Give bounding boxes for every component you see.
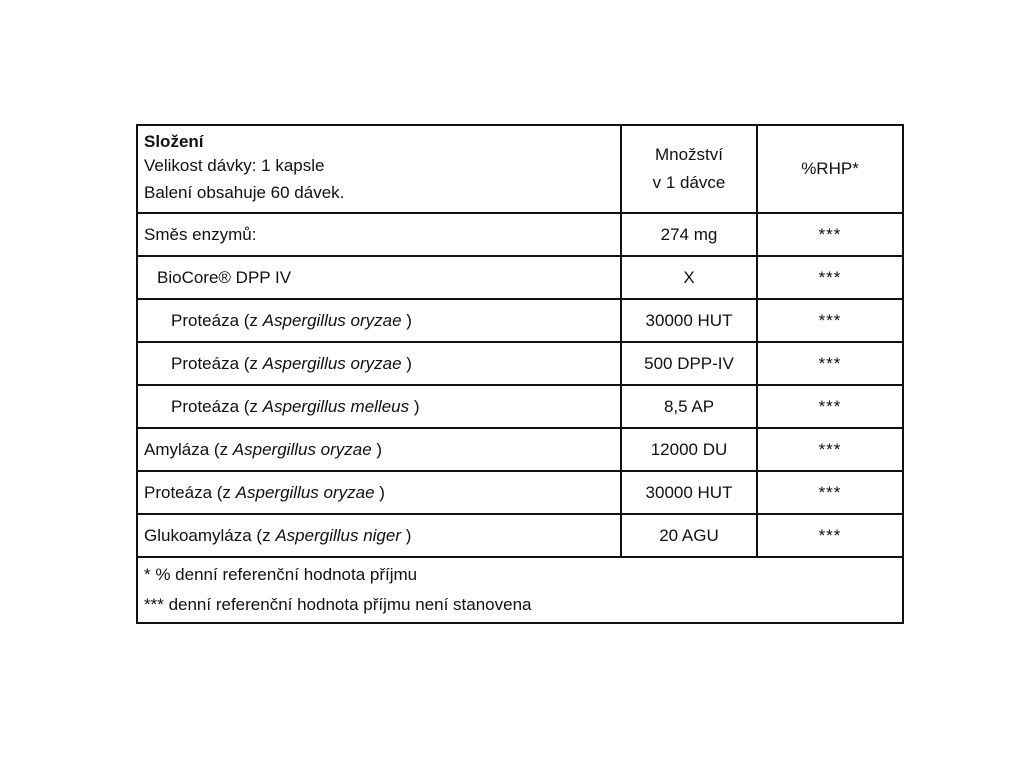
- quantity-cell: 12000 DU: [621, 428, 757, 471]
- ingredient-source: Aspergillus melleus: [262, 396, 410, 416]
- ingredient-name: Proteáza (z: [171, 353, 263, 373]
- table-row: [137, 299, 903, 342]
- footnote-rhp: * % denní referenční hodnota příjmu: [144, 565, 418, 584]
- ingredient-suffix: ): [401, 310, 412, 330]
- ingredient-source: Aspergillus oryzae: [235, 482, 375, 502]
- rhp-cell: ***: [757, 213, 903, 256]
- table-row: [137, 213, 903, 256]
- ingredient-suffix: ): [409, 396, 420, 416]
- ingredient-cell: [137, 342, 621, 385]
- servings-per-pack: Balení obsahuje 60 dávek.: [144, 183, 345, 202]
- table-row: [137, 471, 903, 514]
- ingredient-suffix: ): [401, 353, 412, 373]
- serving-size: Velikost dávky: 1 kapsle: [144, 156, 325, 175]
- ingredient-cell: [137, 213, 621, 256]
- ingredient-name: Proteáza (z: [171, 310, 263, 330]
- table-row: [137, 256, 903, 299]
- quantity-cell: 500 DPP-IV: [621, 342, 757, 385]
- rhp-cell: ***: [757, 299, 903, 342]
- quantity-cell: 20 AGU: [621, 514, 757, 557]
- rhp-cell: ***: [757, 514, 903, 557]
- ingredient-suffix: ): [374, 482, 385, 502]
- quantity-cell: 274 mg: [621, 213, 757, 256]
- quantity-cell: 30000 HUT: [621, 299, 757, 342]
- table-row: [137, 428, 903, 471]
- ingredient-suffix: ): [371, 439, 383, 459]
- quantity-cell: 8,5 AP: [621, 385, 757, 428]
- table-row: [137, 385, 903, 428]
- rhp-cell: ***: [757, 256, 903, 299]
- ingredient-source: Aspergillus oryzae: [232, 439, 372, 459]
- ingredient-cell: [137, 256, 621, 299]
- ingredient-source: Aspergillus oryzae: [262, 310, 402, 330]
- header-info-cell: [137, 125, 621, 213]
- quantity-header-line2: v 1 dávce: [652, 173, 726, 192]
- rhp-cell: ***: [757, 385, 903, 428]
- ingredient-source: Aspergillus niger: [275, 525, 402, 545]
- ingredient-cell: [137, 471, 621, 514]
- ingredient-cell: [137, 428, 621, 471]
- quantity-cell: X: [621, 256, 757, 299]
- composition-table: [136, 124, 904, 624]
- ingredient-name: Proteáza (z: [144, 482, 236, 502]
- table-row: [137, 514, 903, 557]
- ingredient-name: Glukoamyláza (z: [144, 525, 276, 545]
- quantity-cell: 30000 HUT: [621, 471, 757, 514]
- footnote-row: [137, 557, 903, 623]
- ingredient-name: Proteáza (z: [171, 396, 263, 416]
- table-row: [137, 342, 903, 385]
- ingredient-name: BioCore® DPP IV: [157, 267, 292, 287]
- rhp-cell: ***: [757, 428, 903, 471]
- ingredient-name: Amyláza (z: [144, 439, 233, 459]
- ingredient-cell: [137, 514, 621, 557]
- ingredient-suffix: ): [401, 525, 412, 545]
- footnote-not-established: *** denní referenční hodnota příjmu není stanovena: [144, 595, 532, 614]
- rhp-cell: ***: [757, 471, 903, 514]
- quantity-header-cell: [621, 125, 757, 213]
- ingredient-source: Aspergillus oryzae: [262, 353, 402, 373]
- composition-title: Složení: [144, 132, 204, 151]
- ingredient-cell: [137, 299, 621, 342]
- rhp-header-cell: %RHP*: [757, 125, 903, 213]
- rhp-cell: ***: [757, 342, 903, 385]
- ingredient-cell: [137, 385, 621, 428]
- header-row: [137, 125, 903, 213]
- footnote-cell: [137, 557, 903, 623]
- quantity-header-line1: Množství: [654, 145, 724, 164]
- ingredient-name: Směs enzymů:: [144, 224, 257, 244]
